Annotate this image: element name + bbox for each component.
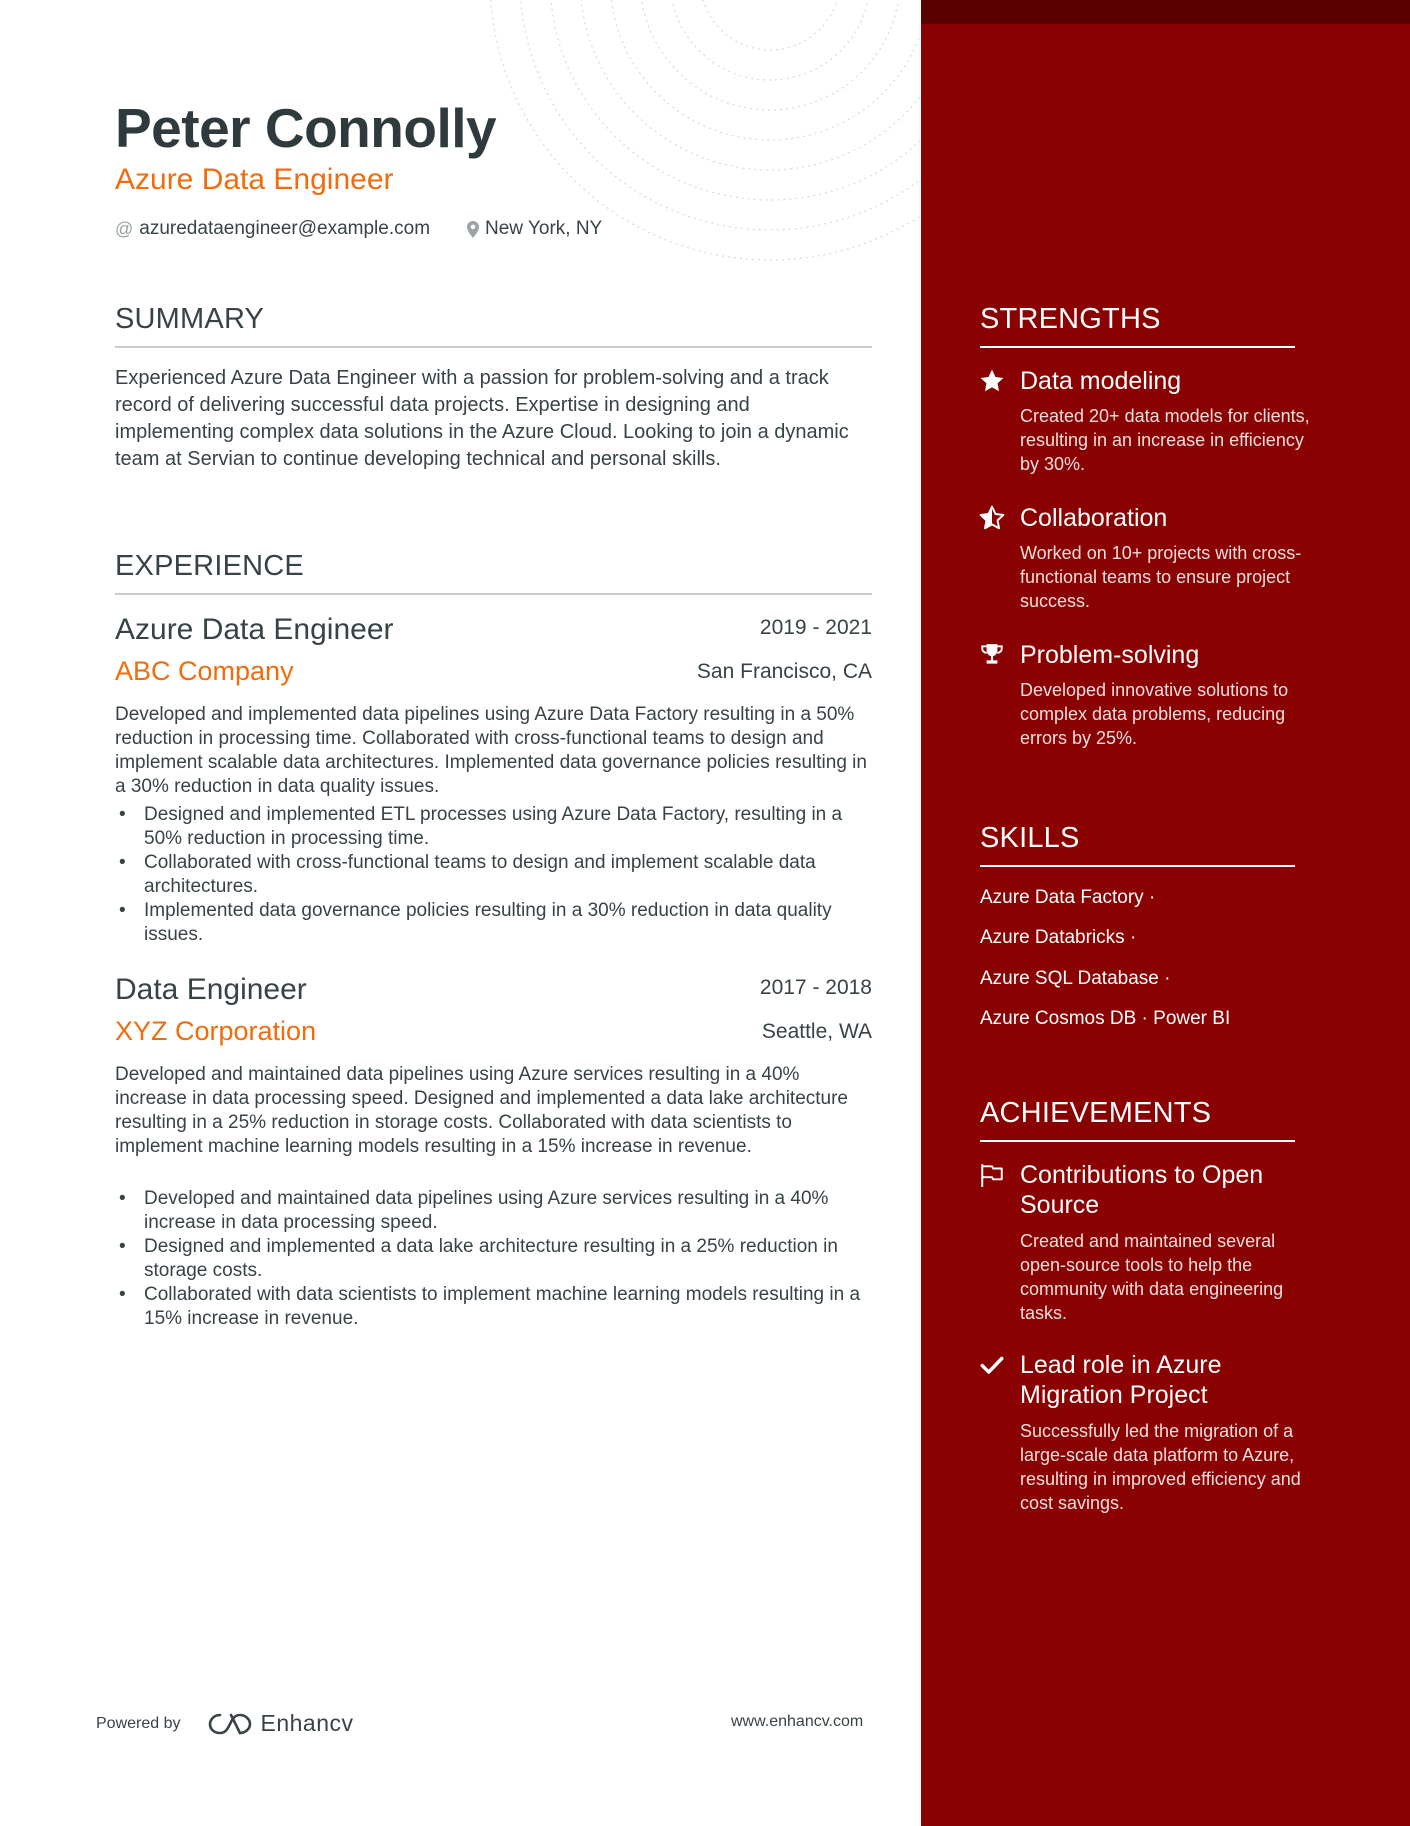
checkmark-icon [977,1350,1007,1380]
summary-heading: SUMMARY [115,303,872,348]
sidebar [921,0,1410,1826]
summary-text: Experienced Azure Data Engineer with a passion for problem-solving and a track record of delivering successful data projects. Expertise in designing and implementing complex data solutions in the Azure Cloud. Looking to join a dynamic team at Servian to continue developing technical and personal skills. [115,367,849,470]
achievements-heading: ACHIEVEMENTS [980,1097,1295,1142]
strength-description: Worked on 10+ projects with cross-functional teams to ensure project success. [1020,543,1302,611]
achievement-description: Created and maintained several open-source tools to help the community with data engineering tasks. [1020,1231,1284,1323]
location-text: New York, NY [485,218,603,239]
flag-icon [977,1160,1007,1190]
skill-line: Azure Cosmos DB · Power BI [980,1008,1231,1029]
job-location: San Francisco, CA [696,660,872,683]
list-item: • Designed and implemented ETL processes using Azure Data Factory, resulting in a 50% reduction in processing time. [115,803,872,851]
job-role: Data Engineer [115,973,307,1006]
strengths-heading: STRENGTHS [980,303,1295,348]
skill-line: Azure Data Factory · [980,887,1156,908]
job-description: Developed and implemented data pipelines using Azure Data Factory resulting in a 50% reduction in processing time. Collaborated with cross-functional teams to design and implement scalable data architectures. Implemented data governance policies resulting in a 30% reduction in data quality issues. [115,704,867,797]
achievement-description: Successfully led the migration of a large-scale data platform to Azure, resulting in improved efficiency and cost savings. [1020,1421,1301,1513]
at-icon: @ [115,218,134,239]
job-bullets [115,803,872,947]
strength-title: Data modeling [1020,367,1182,395]
list-item: • Collaborated with data scientists to implement machine learning models resulting in a 15% increase in revenue. [115,1283,872,1331]
candidate-title: Azure Data Engineer [115,163,394,196]
achievement-title: Contributions to Open Source [1020,1161,1264,1219]
strength-title: Problem-solving [1020,641,1200,669]
email-text: azuredataengineer@example.com [139,218,431,239]
enhancv-logo-icon [207,1711,253,1737]
contact-email[interactable] [115,218,430,240]
job-bullets [115,1187,872,1331]
half-star-icon [977,503,1007,533]
footer-url[interactable]: www.enhancv.com [731,1713,864,1730]
job-company: XYZ Corporation [115,1016,317,1046]
job-role: Azure Data Engineer [115,613,394,646]
skill-line: Azure Databricks · [980,927,1137,948]
map-pin-icon [467,221,479,238]
list-item: • Collaborated with cross-functional teams to design and implement scalable data architectures. [115,851,872,899]
job-location: Seattle, WA [761,1020,872,1043]
strength-title: Collaboration [1020,504,1168,532]
candidate-name: Peter Connolly [115,97,497,159]
list-item: • Designed and implemented a data lake architecture resulting in a 25% reduction in storage costs. [115,1235,872,1283]
enhancv-logo-text: Enhancv [260,1710,354,1736]
contact-location [467,218,602,240]
job-company: ABC Company [115,656,294,686]
sidebar-top-bar [921,0,1410,24]
achievement-title: Lead role in Azure Migration Project [1020,1351,1222,1409]
skills-heading: SKILLS [980,822,1295,867]
experience-heading: EXPERIENCE [115,550,872,595]
job-description: Developed and maintained data pipelines using Azure services resulting in a 40% increase in data processing speed. Designed and implemented a data lake architecture resulting in a 25% reduction in storage costs. Collaborated with data scientists to implement machine learning models resulting in a 15% increase in revenue. [115,1064,849,1157]
list-item: • Implemented data governance policies resulting in a 30% reduction in data quality issues. [115,899,872,947]
job-dates: 2017 - 2018 [759,976,872,999]
skill-line: Azure SQL Database · [980,968,1171,989]
trophy-icon [977,640,1007,670]
job-dates: 2019 - 2021 [759,616,872,639]
strength-description: Developed innovative solutions to complex data problems, reducing errors by 25%. [1020,680,1289,748]
list-item: • Developed and maintained data pipelines using Azure services resulting in a 40% increase in data processing speed. [115,1187,872,1235]
enhancv-logo[interactable] [207,1710,354,1737]
strength-description: Created 20+ data models for clients, resulting in an increase in efficiency by 30%. [1020,406,1310,474]
powered-by-label: Powered by [96,1714,181,1732]
star-icon [977,366,1007,396]
footer-branding [96,1710,354,1737]
